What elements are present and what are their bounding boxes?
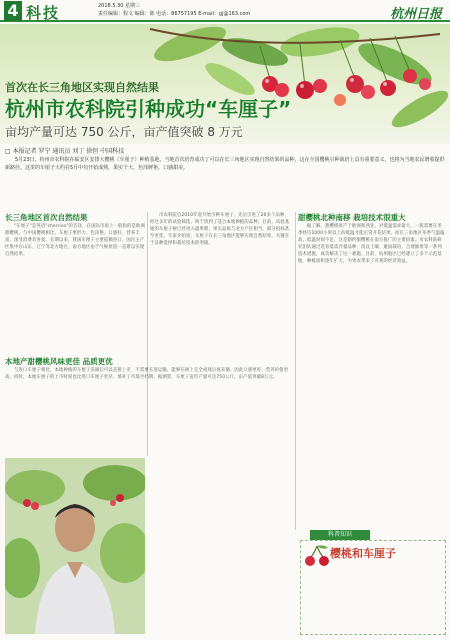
col3-body: 据了解，甜樱桃原产于欧洲和西亚，对低温需求量大，一般需要在冬季经历1000小时以上的低温才能正常开花结果。而长三角地区冬季气温偏高，低温时间不足，这是制约甜樱桃在南方推广的主要因素。市农科院研究团队通过选育低需冷量品种、改良土壤、避雨栽培、合理修剪等一系列技术措施，成功解决了这一难题。目前，杭州地区已经建立了多个示范基地，种植面积逐年扩大，为果农带来了可观的经济效益。 (298, 224, 445, 264)
header-editor: 责任编辑：程文 编辑：陈 电话：86757195 E-mail：gj@163.com (98, 11, 251, 17)
col2-body: 市农科院自2010年起开始引种车厘子，先后引进了20多个品种，经过多年的试验筛选，终于找到了适合本地种植的品种。目前，试验基地的车厘子树已经进入盛果期，果实品质与北方产区相当，部分指标甚至更优。专家介绍说，车厘子在长三角地区能够实现自然结果，关键在于品种选择和栽培技术的突破。 (150, 213, 290, 246)
col1-body: "车厘子"是英语"cherries"的音译，在国际市场上一般指的是欧洲甜樱桃。与中国樱桃相比，车厘子果形大、色泽艳、口感好、营养丰富，深受消费者喜爱。长期以来，我国车厘子主要依赖进口，国内主产区集中在山东、辽宁等北方地区，南方地区由于气候原因一直难以实现自然结果。 (5, 224, 145, 257)
article-intro: 5月23日，杭州市农科院在临安区安排大樱桃（车厘子）种植基地，当地首次培育成功了可以在长三角地区实现自然结果的品种，这在全国樱桃引种栽培上具有重要意义，也将为当地农民增收提供新路径。这里的车厘子大约在5月中旬开始成熟，果实个大、色泽鲜艳、口感甜美。 (5, 157, 445, 171)
section-title: 科技 (26, 4, 61, 22)
page-number: 4 (4, 1, 22, 21)
farmer-photo (5, 458, 145, 634)
header-meta (98, 2, 298, 18)
science-knowledge-title: 樱桃和车厘子 (330, 547, 396, 560)
column-3 (298, 212, 445, 523)
column-divider (295, 212, 296, 530)
subsection-b-heading: 本地产甜樱桃风味更佳 品质更优 (5, 357, 113, 366)
science-knowledge-tag: 科普知识 (310, 530, 370, 540)
hero-banner (0, 24, 450, 144)
subsection-b (5, 356, 295, 461)
header-date: 2018.5.30 星期三 (98, 3, 141, 9)
subsection-b-body: 与进口车厘子相比，本地种植的车厘子采摘后可以直接上市，不需要长途运输，能够在树上完全成熟后再采摘，因此口感更好，营养价值更高。同时，本地车厘子的上市时间也比进口车厘子更早，填补了市场空档期。据测算，车厘子亩均产量可达750公斤，亩产值突破8万元。 (5, 368, 289, 380)
col1-heading: 长三角地区首次自然结果 (5, 213, 88, 222)
newspaper-logo: 杭州日报 (389, 7, 442, 22)
article-subhead: 亩均产量可达 750 公斤，亩产值突破 8 万元 (5, 125, 243, 139)
column-1 (5, 212, 145, 353)
article-byline: □ 本报记者 罗宁 通讯员 刘丁 徐恒 中国科技 (5, 148, 125, 155)
page-header (0, 0, 450, 22)
column-2 (150, 212, 292, 352)
article-kicker: 首次在长三角地区实现自然结果 (5, 81, 159, 94)
article-headline: 杭州市农科院引种成功“车厘子” (5, 97, 292, 121)
cherry-icon (304, 544, 330, 568)
col3-heading: 甜樱桃北种南移 栽培技术很重大 (298, 213, 406, 222)
